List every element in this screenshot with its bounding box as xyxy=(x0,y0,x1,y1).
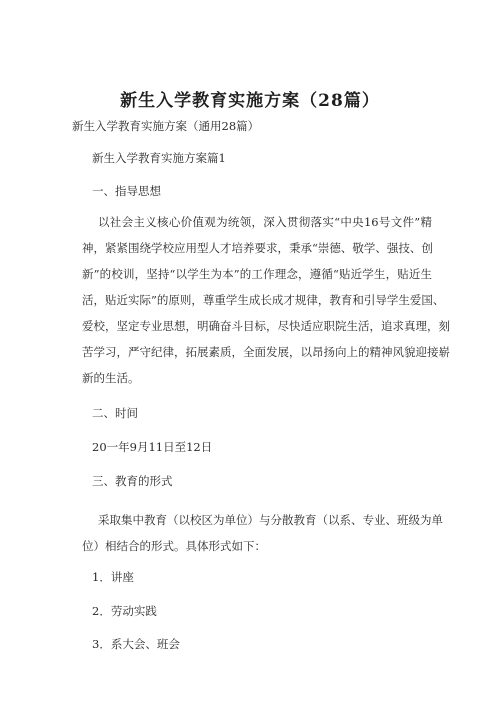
document-subtitle: 新生入学教育实施方案（通用28篇） xyxy=(72,119,260,133)
paragraph-line: 神，紧紧围绕学校应用型人才培养要求，秉承“崇德、敬学、强技、创 xyxy=(82,241,433,255)
paragraph-line: 新”的校训，坚持“以学生为本”的工作理念，遵循“贴近学生，贴近生 xyxy=(82,267,432,281)
section-heading-guiding: 一、指导思想 xyxy=(92,184,161,198)
form-paragraph xyxy=(82,507,443,559)
paragraph-line: 爱校，坚定专业思想，明确奋斗目标，尽快适应职院生活，追求真理，刻 xyxy=(82,319,450,333)
document-title: 新生入学教育实施方案（28篇） xyxy=(120,91,380,111)
section-heading-form: 三、教育的形式 xyxy=(92,474,173,488)
article-heading: 新生入学教育实施方案篇1 xyxy=(92,151,226,165)
paragraph-line: 位）相结合的形式。具体形式如下： xyxy=(82,539,266,553)
paragraph-line: 苦学习，严守纪律，拓展素质，全面发展，以昂扬向上的精神风貌迎接崭 xyxy=(82,345,450,359)
paragraph-line: 活，贴近实际”的原则，尊重学生成长成才规律，教育和引导学生爱国、 xyxy=(82,293,445,307)
form-item-lecture: 1．讲座 xyxy=(92,570,134,584)
paragraph-line: 新的生活。 xyxy=(82,371,140,385)
form-item-department-meeting: 3．系大会、班会 xyxy=(92,637,180,651)
paragraph-line: 采取集中教育（以校区为单位）与分散教育（以系、专业、班级为单 xyxy=(98,513,443,527)
guiding-paragraph xyxy=(82,209,450,391)
section-heading-time: 二、时间 xyxy=(92,406,138,420)
time-value: 20一年9月11日至12日 xyxy=(92,440,213,454)
paragraph-line: 以社会主义核心价值观为统领，深入贯彻落实“中央16号文件”精 xyxy=(98,215,432,229)
form-item-labor-practice: 2．劳动实践 xyxy=(92,604,157,618)
